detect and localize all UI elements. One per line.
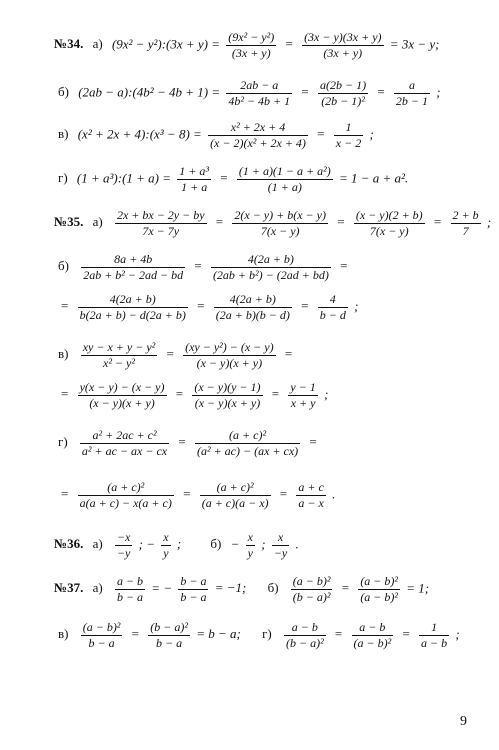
fraction: $\frac{\text{a² + 2ac + c²}}{\text{a² + ac − ax − cx}}$: [81, 428, 168, 458]
fraction: $\frac{a + c}{a - x}$: [298, 480, 324, 510]
problem-35c: в) $\frac{\text{xy − x + y − y²}}{\text{x² − y²}}$ = $\frac{\text{(xy − y²) − (x − y)}}{(x - y)(x + y)}$ =: [58, 340, 293, 370]
fraction: $\frac{8a + 4b}{\text{2ab + b² − 2ad − bd}}$: [83, 252, 184, 282]
result: .: [332, 486, 336, 502]
fraction: $\frac{1}{x - 2}$: [335, 120, 362, 150]
problem-34d: г) (1 + a³):(1 + a) = $\frac{\text{1 + a³}}{1 + a}$ = $\frac{\text{(1 + a)(1 − a + a²)}}{(1 + a)}$ = 1 − a + a².: [58, 164, 409, 194]
fraction: $\frac{x}{-y}$: [273, 530, 288, 560]
part-label: а): [92, 580, 103, 596]
part-label: в): [58, 626, 69, 642]
fraction: $\frac{\text{x² + 2x + 4}}{\text{(x − 2)(x² + 2x + 4)}}$: [210, 120, 306, 150]
part-label: а): [92, 214, 103, 230]
fraction: $\frac{2(x - y) + b(x - y)}{7(x - y)}$: [234, 208, 326, 238]
problem-34b: б) (2ab − a):(4b² − 4b + 1) = $\frac{2ab - a}{\text{4b² − 4b + 1}}$ = $\frac{a(2b - 1)}{\text{(2b − 1)²}}$ = $\frac{a}{2b - 1}$ ;: [58, 78, 441, 108]
fraction: $\frac{\text{(9x² − y²)}}{(3x + y)}$: [228, 30, 275, 60]
fraction: $\frac{\text{xy − x + y − y²}}{\text{x² − y²}}$: [82, 340, 156, 370]
fraction: $\frac{\text{(a + c)²}}{\text{(a² + ac) − (ax + cx)}}$: [196, 428, 299, 458]
fraction: $\frac{2x + bx - 2y - by}{7x - 7y}$: [116, 208, 205, 238]
part-label: б): [267, 580, 279, 596]
problem-35d-continued: = $\frac{\text{(a + c)²}}{a(a + c) - x(a + c)}$ = $\frac{\text{(a + c)²}}{(a + c)(a - x)}$ = $\frac{a + c}{a - x}$ .: [61, 480, 336, 510]
fraction: $\frac{(3x - y)(3x + y)}{(3x + y)}$: [304, 30, 382, 60]
problem-number: №35.: [54, 214, 84, 230]
part-label: б): [210, 536, 222, 552]
fraction: $\frac{a - b}{b - a}$: [116, 574, 144, 604]
fraction: $\frac{(x - y)(y - 1)}{(x - y)(x + y)}$: [194, 380, 261, 410]
fraction: $\frac{a}{2b - 1}$: [395, 78, 429, 108]
problem-number: №36.: [54, 536, 84, 552]
problem-35b-continued: = $\frac{4(2a + b)}{b(2a + b) - d(2a + b)}$ = $\frac{4(2a + b)}{(2a + b)(b - d)}$ = $\frac{4}{b - d}$ ;: [61, 292, 359, 322]
fraction: $\frac{4}{b - d}$: [319, 292, 346, 322]
fraction: $\frac{\text{(a + c)²}}{(a + c)(a - x)}$: [201, 480, 269, 510]
part-label: б): [58, 258, 69, 274]
result: = 1 − a + a².: [338, 170, 409, 186]
fraction: $\frac{\text{1 + a³}}{1 + a}$: [179, 164, 209, 194]
fraction: $\frac{a(2b - 1)}{\text{(2b − 1)²}}$: [319, 78, 367, 108]
problem-number: №34.: [54, 36, 84, 52]
part-label: г): [58, 434, 68, 450]
fraction: $\frac{\text{(a − b)²}}{\text{(a − b)²}}$: [360, 574, 398, 604]
problem-34a: №34. а) (9x² − y²):(3x + y) = $\frac{\text{(9x² − y²)}}{(3x + y)}$ = $\frac{(3x - y)(3x + y)}{(3x + y)}$ = 3x − y;: [54, 30, 440, 60]
fraction: $\frac{a - b}{\text{(a − b)²}}$: [353, 620, 392, 650]
part-label: в): [58, 126, 69, 142]
fraction: $\frac{4(2a + b)}{(2a + b)(b - d)}$: [215, 292, 290, 322]
result: = 3x − y;: [389, 36, 440, 52]
fraction: $\frac{1}{a - b}$: [421, 620, 448, 650]
fraction: $\frac{\text{(b − a)²}}{b - a}$: [150, 620, 188, 650]
result: ;: [436, 84, 441, 100]
result: ;: [369, 126, 374, 142]
problem-number: №37.: [54, 580, 84, 596]
fraction: $\frac{\text{(a − b)²}}{\text{(b − a)²}}$: [292, 574, 331, 604]
expression: (1 + a³):(1 + a) =: [76, 170, 172, 186]
part-label: г): [58, 170, 68, 186]
fraction: $\frac{\text{(xy − y²) − (x − y)}}{(x - y)(x + y)}$: [185, 340, 274, 370]
expression: (x² + 2x + 4):(x³ − 8) =: [77, 126, 202, 142]
fraction: $\frac{a - b}{\text{(b − a)²}}$: [285, 620, 324, 650]
fraction: $\frac{y(x - y) - (x - y)}{(x - y)(x + y)}$: [79, 380, 165, 410]
fraction: $\frac{4(2a + b)}{\text{(2ab + b²) − (2ad + bd)}}$: [212, 252, 329, 282]
problem-35d: г) $\frac{\text{a² + 2ac + c²}}{\text{a² + ac − ax − cx}}$ = $\frac{\text{(a + c)²}}{\text{(a² + ac) − (ax + cx)}}$ =: [58, 428, 317, 458]
expression: (9x² − y²):(3x + y) =: [111, 36, 221, 52]
problem-34c: в) (x² + 2x + 4):(x³ − 8) = $\frac{\text{x² + 2x + 4}}{\text{(x − 2)(x² + 2x + 4)}}$ = $\frac{1}{x - 2}$ ;: [58, 120, 374, 150]
result: ;: [324, 386, 329, 402]
part-label: б): [58, 84, 69, 100]
fraction: $\frac{\text{(a + c)²}}{a(a + c) - x(a + c)}$: [79, 480, 172, 510]
expression: (2ab − a):(4b² − 4b + 1) =: [78, 84, 221, 100]
fraction: $\frac{-x}{-y}$: [116, 530, 131, 560]
page-number: 9: [460, 714, 467, 729]
part-label: а): [92, 36, 103, 52]
problem-37cd: в) $\frac{\text{(a − b)²}}{b - a}$ = $\frac{\text{(b − a)²}}{b - a}$ = b − a; г) $\frac{a - b}{\text{(b − a)²}}$ = $\frac{a - b}{\text{(a − b)²}}$ = $\frac{1}{a - b}$ ;: [58, 620, 460, 650]
part-label: в): [58, 346, 69, 362]
problem-36: №36. а) $\frac{-x}{-y}$ ; − $\frac{x}{y}$ ; б) − $\frac{x}{y}$ ; $\frac{x}{-y}$ .: [54, 530, 299, 560]
fraction: $\frac{\text{(1 + a)(1 − a + a²)}}{(1 + a)}$: [238, 164, 331, 194]
fraction: $\frac{\text{(a − b)²}}{b - a}$: [82, 620, 121, 650]
problem-35a: №35. а) $\frac{2x + bx - 2y - by}{7x - 7y}$ = $\frac{2(x - y) + b(x - y)}{7(x - y)}$ = $\frac{(x - y)(2 + b)}{7(x - y)}$ = $\frac{2 + b}{7}$ ;: [54, 208, 492, 238]
fraction: $\frac{b - a}{b - a}$: [180, 574, 207, 604]
result: ;: [354, 298, 359, 314]
fraction: $\frac{x}{y}$: [163, 530, 169, 560]
result: ;: [486, 214, 492, 230]
fraction: $\frac{(x - y)(2 + b)}{7(x - y)}$: [355, 208, 423, 238]
problem-37ab: №37. а) $\frac{a - b}{b - a}$ = − $\frac{b - a}{b - a}$ = −1; б) $\frac{\text{(a − b)²}}{\text{(b − a)²}}$ = $\frac{\text{(a − b)²}}{\text{(a − b)²}}$ = 1;: [54, 574, 430, 604]
fraction: $\frac{2 + b}{7}$: [452, 208, 479, 238]
fraction: $\frac{y - 1}{x + y}$: [290, 380, 316, 410]
problem-35b: б) $\frac{8a + 4b}{\text{2ab + b² − 2ad − bd}}$ = $\frac{4(2a + b)}{\text{(2ab + b²) − (2ad + bd)}}$ =: [58, 252, 348, 282]
fraction: $\frac{2ab - a}{\text{4b² − 4b + 1}}$: [228, 78, 291, 108]
part-label: г): [262, 626, 272, 642]
fraction: $\frac{x}{y}$: [247, 530, 253, 560]
problem-35c-continued: = $\frac{y(x - y) - (x - y)}{(x - y)(x + y)}$ = $\frac{(x - y)(y - 1)}{(x - y)(x + y)}$ = $\frac{y - 1}{x + y}$ ;: [61, 380, 329, 410]
part-label: а): [92, 536, 103, 552]
fraction: $\frac{4(2a + b)}{b(2a + b) - d(2a + b)}$: [79, 292, 186, 322]
